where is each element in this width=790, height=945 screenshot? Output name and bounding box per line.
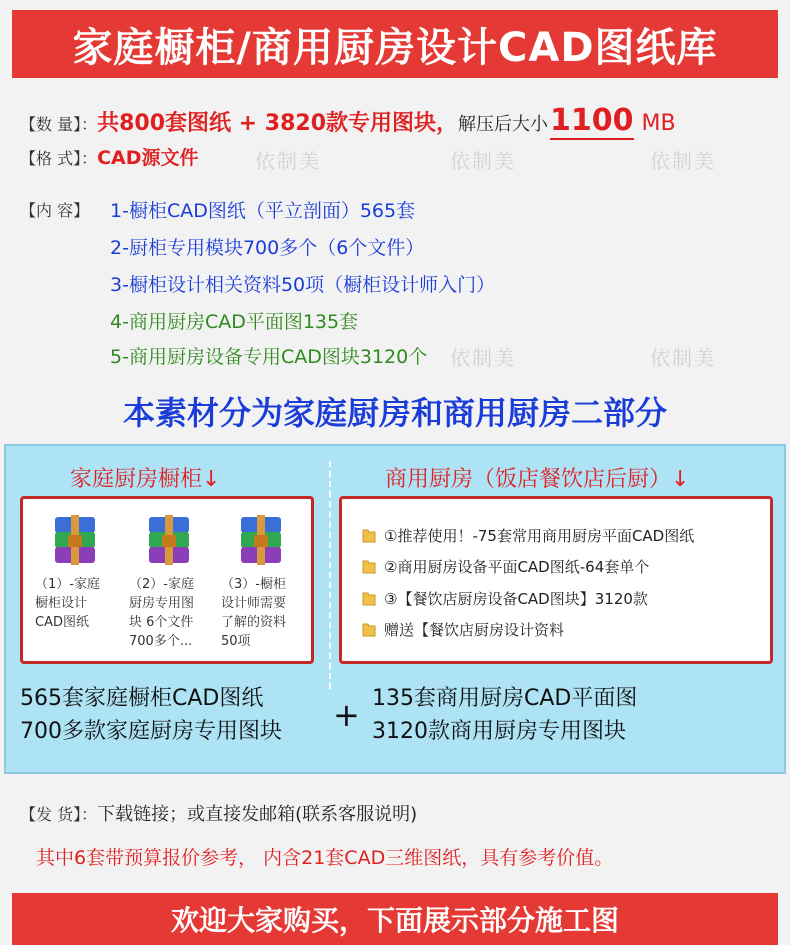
format-value: CAD源文件 [97,147,199,169]
watermark: 依制美 [650,149,716,173]
folder-label: ②商用厨房设备平面CAD图纸-64套单个 [384,558,650,576]
content-item: 4-商用厨房CAD平面图135套 [110,311,359,333]
archive-item[interactable] [129,513,209,651]
archive-caption-line: 设计师需要 [221,596,287,611]
archive-caption-line: CAD图纸 [35,615,89,630]
size-value: 1100 [550,103,634,138]
archive-caption-line: 厨房专用图 [129,596,195,611]
commercial-summary-line: 3120款商用厨房专用图块 [372,719,626,744]
watermark: 依制美 [450,149,516,173]
archive-icon [237,513,285,567]
home-summary-line: 700多款家庭厨房专用图块 [20,719,282,744]
quantity-value: 共800套图纸 + 3820款专用图块， [97,111,458,136]
commercial-panel-title: 商用厨房（饭店餐饮店后厨）↓ [385,467,690,492]
archive-caption-line: 50项 [221,634,251,649]
home-archive-box [20,496,314,664]
folder-item[interactable] [362,588,648,609]
watermark: 依制美 [450,346,516,370]
content-key: 【内 容】 [20,201,90,220]
archive-caption-line: 橱柜设计 [35,596,88,611]
watermark: 依制美 [255,149,321,173]
commercial-summary-line: 135套商用厨房CAD平面图 [372,686,638,711]
delivery-key: 【发 货】： [20,805,98,824]
folder-icon [362,558,376,575]
commercial-summary [372,682,637,748]
archive-icon [145,513,193,567]
folder-item[interactable] [362,619,564,640]
format-row [20,143,199,170]
quantity-key: 【数 量】： [20,115,98,134]
folder-icon [362,527,376,544]
quantity-row [20,103,676,140]
folder-item[interactable] [362,525,694,546]
section-heading: 本素材分为家庭厨房和商用厨房二部分 [122,394,667,432]
content-item: 3-橱柜设计相关资料50项（橱柜设计师入门） [110,274,496,296]
folder-label: ①推荐使用！-75套常用商用厨房平面CAD图纸 [384,527,695,545]
home-summary [20,682,282,748]
content-item: 5-商用厨房设备专用CAD图块3120个 [110,346,428,368]
archive-caption-line: （3）-橱柜 [221,577,286,592]
format-key: 【格 式】： [20,149,98,168]
content-key-row [20,198,89,221]
delivery-value: 下载链接；或直接发邮箱(联系客服说明) [97,804,418,825]
archive-caption-line: 块 6个文件 [129,615,194,630]
content-item: 1-橱柜CAD图纸（平立剖面）565套 [110,200,416,222]
delivery-row [20,800,417,826]
folder-icon [362,590,376,607]
archive-caption-line: （1）-家庭 [35,577,100,592]
home-summary-line: 565套家庭橱柜CAD图纸 [20,686,264,711]
archive-caption-line: 了解的资料 [221,615,287,630]
folder-item[interactable] [362,556,649,577]
archive-caption-line: （2）-家庭 [129,577,194,592]
folder-label: 赠送【餐饮店厨房设计资料 [384,621,565,639]
archive-caption-line: 700多个... [129,634,193,649]
home-panel-title: 家庭厨房橱柜↓ [70,467,221,492]
note-text: 其中6套带预算报价参考， 内含21套CAD三维图纸，具有参考价值。 [36,847,614,869]
folder-label: ③【餐饮店厨房设备CAD图块】3120款 [384,590,648,608]
content-item: 2-厨柜专用模块700多个（6个文件） [110,237,425,259]
folder-icon [362,621,376,638]
plus-sign: + [333,696,360,734]
archive-item[interactable] [221,513,301,651]
watermark: 依制美 [650,346,716,370]
footer-banner: 欢迎大家购买，下面展示部分施工图 [12,893,778,945]
commercial-folder-box [339,496,773,664]
archive-icon [51,513,99,567]
page-title: 家庭橱柜/商用厨房设计CAD图纸库 [12,10,778,78]
archive-item[interactable] [35,513,115,632]
size-prefix: 解压后大小 [458,114,548,135]
size-unit: MB [641,111,676,136]
panel-divider [329,461,331,689]
